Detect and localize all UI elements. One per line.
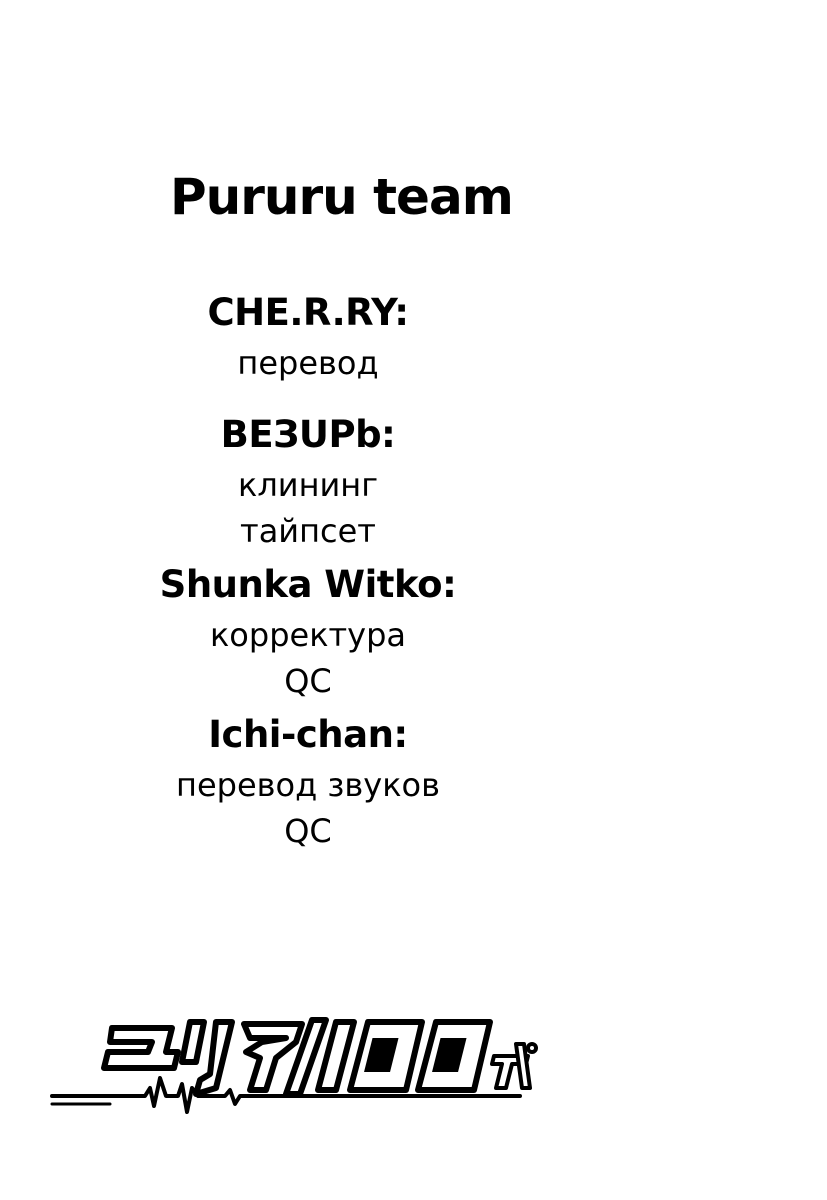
member-name: ВЕЗUPb: — [220, 413, 396, 456]
member-name: Shunka Witko: — [159, 563, 457, 606]
member-role: перевод — [237, 344, 379, 382]
member-role: QC — [284, 812, 332, 850]
credits-list — [108, 286, 508, 868]
member-name: CHE.R.RY: — [207, 291, 409, 334]
member-role: клининг — [237, 466, 379, 504]
member-role: перевод звуков — [176, 766, 440, 804]
credit-group-ichi-chan — [108, 708, 508, 854]
member-role: QC — [284, 662, 332, 700]
credit-group-vezirb — [108, 408, 508, 554]
credit-group-shunka-witko — [108, 558, 508, 704]
series-logo — [50, 1008, 540, 1133]
member-name: Ichi-chan: — [208, 713, 408, 756]
credit-group-cherry — [108, 286, 508, 386]
member-role: корректура — [209, 616, 407, 654]
member-role: тайпсет — [240, 512, 376, 550]
team-title: Pururu team — [170, 168, 513, 226]
